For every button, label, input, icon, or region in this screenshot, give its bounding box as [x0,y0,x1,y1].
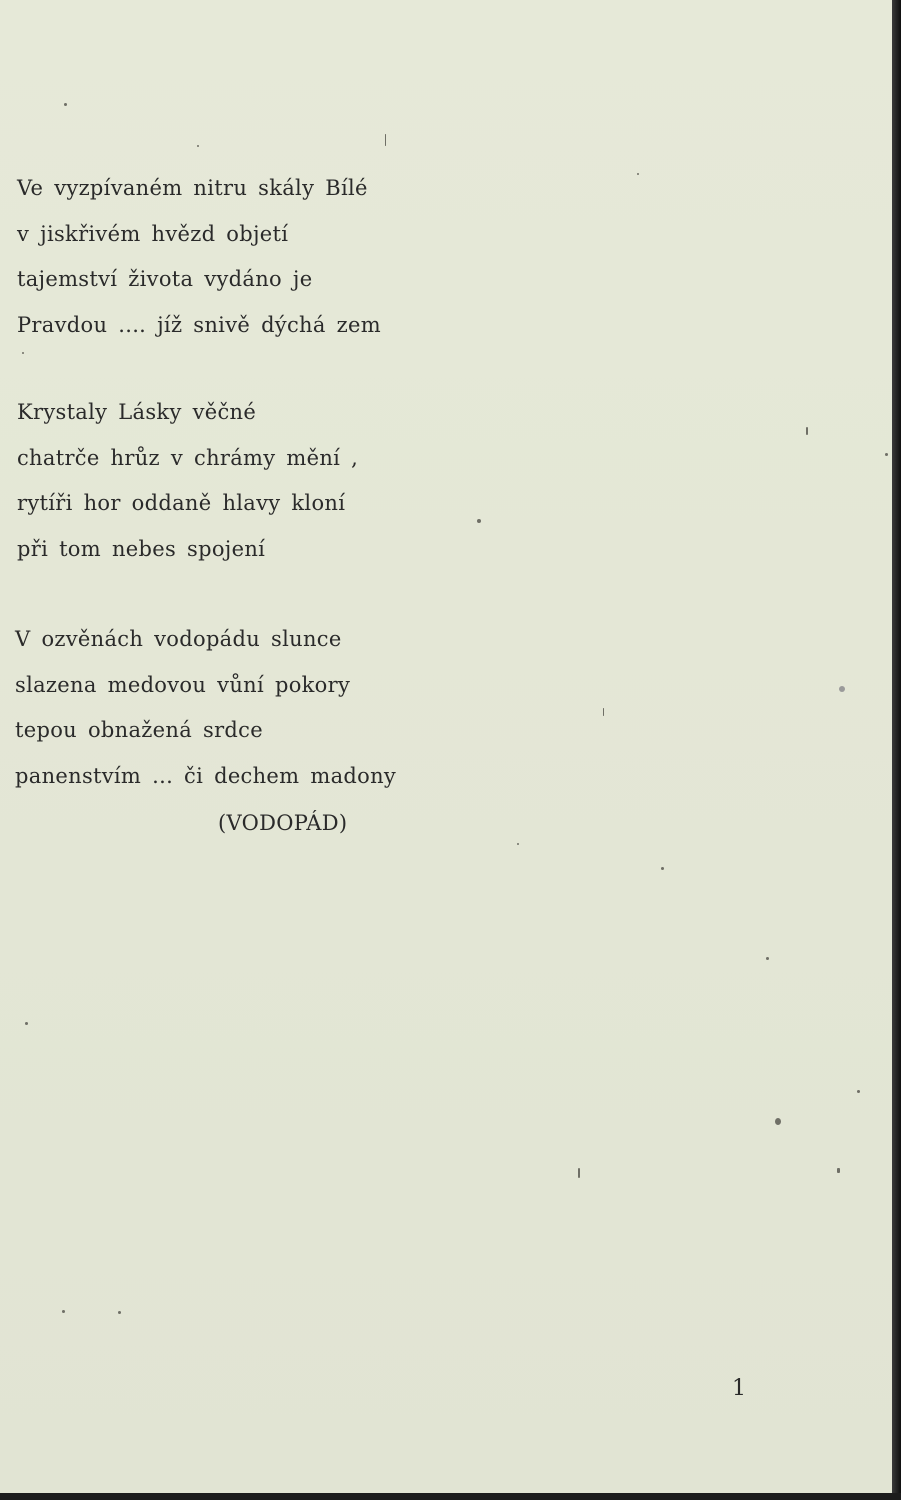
poem-line: panenstvím ... či dechem madony [15,763,397,788]
page-number: 1 [732,1376,746,1401]
poem-line: tajemství života vydáno je [17,267,313,291]
poem-line: Ve vyzpívaném nitru skály Bílé [17,176,368,200]
paper-speck [578,1168,580,1178]
poem-line: slazena medovou vůní pokory [15,672,351,697]
paper-speck [857,1090,860,1093]
paper-speck [637,173,639,175]
paper-speck [197,145,199,147]
paper-speck [22,352,24,354]
scan-edge-right [892,0,901,1500]
poem-line: v jiskřivém hvězd objetí [17,221,289,246]
poem-line: V ozvěnách vodopádu slunce [15,627,342,651]
paper-speck [118,1311,121,1314]
paper-speck [25,1022,28,1025]
paper-speck [477,519,481,523]
poem-stanza-3 [15,617,396,799]
poem-line: při tom nebes spojení [17,536,266,561]
paper-speck [385,134,386,146]
paper-speck [62,1310,65,1313]
poem-title: (VODOPÁD) [218,811,348,835]
poem-line: Krystaly Lásky věčné [17,400,257,424]
paper-speck [837,1168,840,1173]
paper-speck [517,843,519,845]
paper-speck [839,686,845,692]
paper-speck [661,867,664,870]
poem-stanza-1 [17,166,381,348]
poem-line: rytíři hor oddaně hlavy kloní [17,491,346,515]
poem-stanza-2 [17,390,358,572]
paper-speck [64,103,67,106]
paper-speck [885,453,888,456]
scan-edge-bottom [0,1493,901,1500]
poem-line: Pravdou .... jíž snivě dýchá zem [17,312,381,337]
poem-line: chatrče hrůz v chrámy mění , [17,445,359,470]
paper-speck [766,957,769,960]
paper-speck [806,427,808,435]
poem-line: tepou obnažená srdce [15,718,263,742]
paper-speck [603,708,604,716]
paper-speck [775,1118,781,1125]
